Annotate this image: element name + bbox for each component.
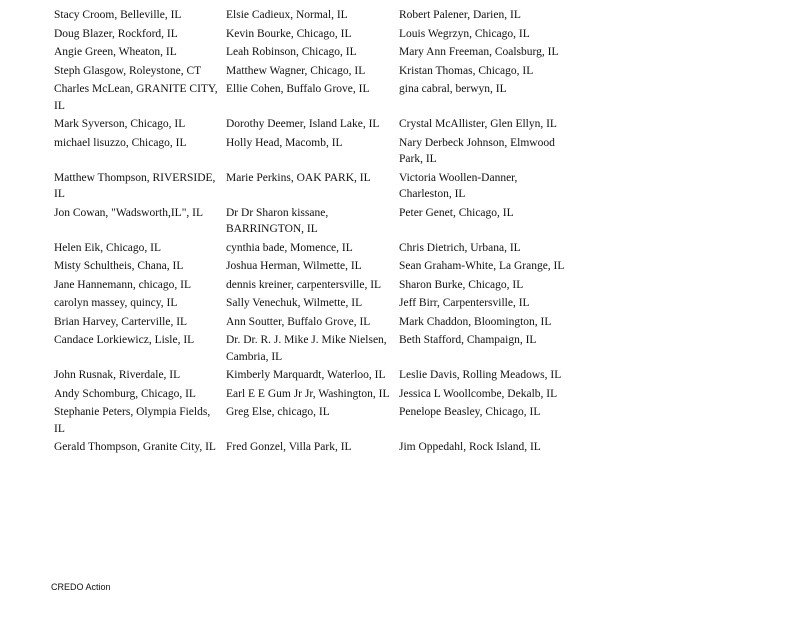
signer-entry: Robert Palener, Darien, IL bbox=[399, 9, 521, 21]
signer-entry: Leslie Davis, Rolling Meadows, IL bbox=[399, 369, 562, 381]
signer-entry: Jon Cowan, "Wadsworth,IL", IL bbox=[54, 206, 203, 219]
signer-entry: Ellie Cohen, Buffalo Grove, IL bbox=[226, 83, 370, 95]
signer-entry: Kristan Thomas, Chicago, IL bbox=[399, 64, 534, 77]
signer-entry: Dr Dr Sharon kissane, BARRINGTON, IL bbox=[226, 206, 329, 235]
signer-row bbox=[51, 367, 571, 386]
signer-row bbox=[51, 63, 571, 82]
signer-entry: Louis Wegrzyn, Chicago, IL bbox=[399, 27, 530, 40]
signer-row bbox=[51, 314, 571, 333]
signer-row bbox=[51, 81, 571, 116]
signer-entry: Nary Derbeck Johnson, Elmwood Park, IL bbox=[399, 136, 555, 165]
signer-entry: Peter Genet, Chicago, IL bbox=[399, 206, 514, 219]
signer-entry: Dr. Dr. R. J. Mike J. Mike Nielsen, Cambria, IL bbox=[226, 334, 387, 363]
signer-row bbox=[51, 240, 571, 259]
signer-entry: Charles McLean, GRANITE CITY, IL bbox=[54, 83, 218, 112]
signer-row bbox=[51, 332, 571, 367]
signer-entry: Gerald Thompson, Granite City, IL bbox=[54, 441, 216, 453]
signer-entry: Beth Stafford, Champaign, IL bbox=[399, 334, 537, 346]
signer-entry: Misty Schultheis, Chana, IL bbox=[54, 260, 184, 272]
signer-entry: cynthia bade, Momence, IL bbox=[226, 241, 353, 254]
footer-credit: CREDO Action bbox=[51, 582, 111, 592]
signer-entry: Stephanie Peters, Olympia Fields, IL bbox=[54, 406, 211, 435]
signer-entry: Doug Blazer, Rockford, IL bbox=[54, 27, 178, 40]
signer-entry: Jeff Birr, Carpentersville, IL bbox=[399, 297, 530, 309]
signer-row bbox=[51, 7, 571, 26]
signer-entry: Angie Green, Wheaton, IL bbox=[54, 46, 177, 58]
signer-entry: carolyn massey, quincy, IL bbox=[54, 297, 178, 309]
signer-entry: Steph Glasgow, Roleystone, CT bbox=[54, 64, 202, 77]
signer-entry: Sharon Burke, Chicago, IL bbox=[399, 278, 524, 291]
signer-entry: Helen Eik, Chicago, IL bbox=[54, 241, 161, 254]
signer-entry: Mark Chaddon, Bloomington, IL bbox=[399, 315, 552, 328]
signer-row bbox=[51, 277, 571, 296]
signer-entry: michael lisuzzo, Chicago, IL bbox=[54, 136, 187, 149]
signer-entry: Elsie Cadieux, Normal, IL bbox=[226, 9, 348, 21]
signer-entry: Candace Lorkiewicz, Lisle, IL bbox=[54, 334, 195, 346]
signer-entry: Matthew Wagner, Chicago, IL bbox=[226, 64, 366, 77]
signer-row bbox=[51, 44, 571, 63]
signer-entry: Kimberly Marquardt, Waterloo, IL bbox=[226, 369, 386, 381]
signer-entry: Holly Head, Macomb, IL bbox=[226, 136, 343, 149]
signer-entry: Marie Perkins, OAK PARK, IL bbox=[226, 171, 371, 184]
signer-row bbox=[51, 386, 571, 405]
signer-row bbox=[51, 135, 571, 170]
signer-row bbox=[51, 439, 571, 458]
signer-entry: Ann Soutter, Buffalo Grove, IL bbox=[226, 315, 371, 328]
signer-entry: Andy Schomburg, Chicago, IL bbox=[54, 387, 196, 400]
signer-entry: Kevin Bourke, Chicago, IL bbox=[226, 27, 352, 40]
signer-entry: Victoria Woollen-Danner, Charleston, IL bbox=[399, 171, 518, 200]
signer-entry: Mary Ann Freeman, Coalsburg, IL bbox=[399, 46, 559, 58]
signer-entry: Sean Graham-White, La Grange, IL bbox=[399, 260, 565, 272]
signer-entry: Matthew Thompson, RIVERSIDE, IL bbox=[54, 171, 216, 200]
signer-entry: Greg Else, chicago, IL bbox=[226, 406, 330, 418]
signer-entry: Jim Oppedahl, Rock Island, IL bbox=[399, 441, 541, 453]
signer-row bbox=[51, 258, 571, 277]
signer-entry: dennis kreiner, carpentersville, IL bbox=[226, 278, 382, 291]
signer-row bbox=[51, 170, 571, 205]
signer-entry: Penelope Beasley, Chicago, IL bbox=[399, 406, 541, 418]
signer-entry: Jessica L Woollcombe, Dekalb, IL bbox=[399, 387, 558, 400]
signer-list bbox=[51, 7, 571, 458]
signer-entry: Crystal McAllister, Glen Ellyn, IL bbox=[399, 118, 557, 130]
signer-entry: Chris Dietrich, Urbana, IL bbox=[399, 241, 521, 254]
signer-entry: Joshua Herman, Wilmette, IL bbox=[226, 260, 362, 272]
signer-row bbox=[51, 205, 571, 240]
signer-row bbox=[51, 404, 571, 439]
signer-entry: Stacy Croom, Belleville, IL bbox=[54, 9, 182, 21]
signer-entry: Brian Harvey, Carterville, IL bbox=[54, 315, 188, 328]
signer-row bbox=[51, 26, 571, 45]
signer-entry: Leah Robinson, Chicago, IL bbox=[226, 46, 357, 58]
signer-entry: Earl E E Gum Jr Jr, Washington, IL bbox=[226, 387, 390, 400]
signer-row bbox=[51, 116, 571, 135]
signer-entry: gina cabral, berwyn, IL bbox=[399, 83, 507, 95]
signer-entry: Dorothy Deemer, Island Lake, IL bbox=[226, 118, 380, 130]
signer-entry: Fred Gonzel, Villa Park, IL bbox=[226, 441, 352, 453]
signer-entry: John Rusnak, Riverdale, IL bbox=[54, 369, 181, 381]
signer-entry: Sally Venechuk, Wilmette, IL bbox=[226, 297, 363, 309]
signer-row bbox=[51, 295, 571, 314]
signer-entry: Jane Hannemann, chicago, IL bbox=[54, 278, 191, 291]
signer-entry: Mark Syverson, Chicago, IL bbox=[54, 118, 186, 130]
